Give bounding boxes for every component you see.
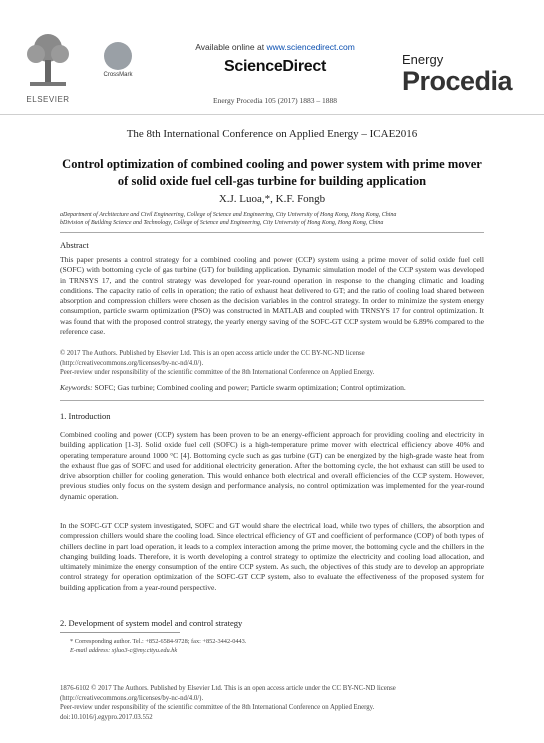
title-line-1: Control optimization of combined cooling and power system with prime mover [62,157,482,171]
footer-peer-review: Peer-review under responsibility of the scientific committee of the 8th International Conference on Applied Energy. [60,704,375,712]
sciencedirect-brand[interactable]: ScienceDirect [224,58,326,75]
peer-review-note: Peer-review under responsibility of the scientific committee of the 8th International Conference on Applied Energy. [60,369,375,377]
journal-citation: Energy Procedia 105 (2017) 1883 – 1888 [212,96,337,105]
header-divider [0,114,544,115]
crossmark-label: CrossMark [103,72,133,78]
affiliation-a: aDepartment of Architecture and Civil Engineering, College of Science and Engineering, City University of Hong Kong, Hong Kong, China [60,212,397,218]
author-email[interactable]: E-mail address: xjluo3-c@my.cityu.edu.hk [70,647,178,655]
title-line-2: of solid oxide fuel cell-gas turbine for building application [117,173,427,188]
available-online-line [160,42,390,52]
paper-title [40,156,504,190]
abstract-bottom-rule [60,400,484,401]
doi[interactable]: doi:10.1016/j.egypro.2017.03.552 [60,713,153,721]
keywords-label: Keywords: [60,383,93,392]
footnote-rule [60,632,180,633]
issn-license: 1876-6102 © 2017 The Authors. Published by Elsevier Ltd. This is an open access article under the CC BY-NC-ND license [60,685,396,692]
section-1-paragraph-1: Combined cooling and power (CCP) system has been proven to be an energy-efficient approach for providing cooling and electricity in building application [1-3]. Solid oxide fuel cell (SOFC) is a high-temperature prime mover with electrical efficiency above 40% and operating temperature around 1000 °C [4]. Bottoming cycle such as gas turbine (GT) can be energized by the high-grade waste heat from the exhaust flue gas of SOFC and used for additional electricity generation. After the bottoming cycle, the hot exhaust can still be used to drive absorption chiller for cooling generation. This would enhance both electrical and overall efficiencies of the CCP system. However, previous studies only focus on the system design and performance analysis, no control optimization was implemented for the year-round dynamic operation. [60,430,484,501]
corresponding-author: * Corresponding author. Tel.: +852-6584-9728; fax: +852-3442-0443. [70,638,247,645]
sciencedirect-link[interactable]: www.sciencedirect.com [266,42,355,52]
copyright-line-1: © 2017 The Authors. Published by Elsevier Ltd. This is an open access article under the CC BY-NC-ND license [60,350,365,357]
publisher-logo-text: ELSEVIER [26,95,70,104]
journal-brand-main: Procedia [402,66,513,96]
license-url[interactable]: (http://creativecommons.org/licenses/by-nc-nd/4.0/). [60,694,204,702]
authors: X.J. Luoa,*, K.F. Fongb [218,193,326,205]
elsevier-tree-logo [22,30,74,94]
abstract-top-rule [60,232,484,233]
section-1-heading: 1. Introduction [60,411,111,421]
abstract-body: This paper presents a control strategy for a combined cooling and power (CCP) system using a prime mover of solid oxide fuel cell (SOFC) with bottoming cycle of gas turbine (GT) for building application. Dynamic simulation model of the CCP system was developed in TRNSYS 17, and the control strategy was developed for year-round operation in response to the changing climatic and loading conditions. The capacity ratio of cells in operation; the ratio of exhaust heat delivered to GT; and the ratio of cooling load shared between absorption and compression chillers were chosen as the decision variables in the control strategy. In order to minimize the system energy consumption, particle swarm optimization (PSO) was constructed in MATLAB and coupled with TRNSYS 17 for control optimization. It was found that with the proposed control strategy, the yearly energy saving of the SOFC-GT CCP system would be 6.89% compared to the reference case. [60,255,484,336]
conference-name: The 8th International Conference on Applied Energy – ICAE2016 [126,128,418,140]
section-1-paragraph-2: In the SOFC-GT CCP system investigated, SOFC and GT would share the electrical load, while two types of chillers, the absorption and compression chillers would share the cooling load. Since electrical efficiency of GT and coefficient of performance (COP) of both types of chillers decline in part load operation, it leads to a complex interaction among the prime mover, the bottoming cycle and the chillers in the changing building loads. Therefore, it is worth developing a control strategy to optimize the electricity and cooling load allocation, and ultimately minimize the energy consumption of the entire CCP system. As such, the objectives of this study are to develop an appropriate control strategy for operation optimization of the SOFC-GT CCP system, also to evaluate the effectiveness of the proposed system for building application from a year-round perspective. [60,521,484,592]
affiliation-b: bDivision of Building Science and Technology, College of Science and Engineering, City University of Hong Kong, Hong Kong, China [60,220,384,226]
abstract-heading: Abstract [60,240,89,250]
footnote [70,637,490,655]
copyright-footer [60,684,490,722]
keywords-text: SOFC; Gas turbine; Combined cooling and power; Particle swarm optimization; Control optimization. [94,383,406,392]
crossmark-icon[interactable] [104,42,132,70]
abstract-copyright [60,349,484,378]
copyright-line-2[interactable]: (http://creativecommons.org/licenses/by-nc-nd/4.0/). [60,359,204,367]
keywords [60,383,484,392]
journal-brand-top: Energy [402,52,444,67]
section-2-heading: 2. Development of system model and control strategy [60,618,243,628]
available-online-text: Available online at [195,42,265,52]
